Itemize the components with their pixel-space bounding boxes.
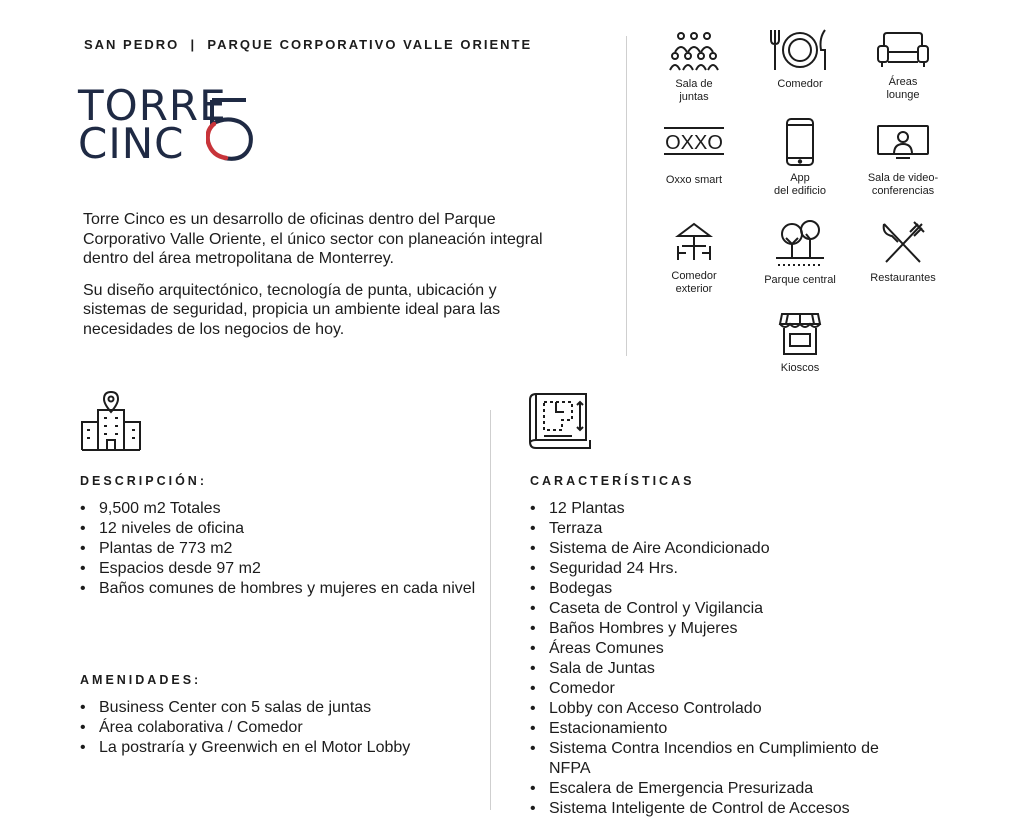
list-item: • Seguridad 24 Hrs. [530,559,910,579]
amenity-meeting-room [642,30,746,103]
logo-line-cinco [78,119,185,168]
list-item: • Terraza [530,519,910,539]
amenity-label: Parque central [764,274,836,286]
blueprint-icon [528,390,592,455]
intro-paragraph-1: Torre Cinco es un desarrollo de oficinas dentro del Parque Corporativo Valle Oriente, el único sector con planeación integral dentro del área metropolitana de Monterrey. [83,211,543,267]
amenity-label: Comedor [777,78,823,90]
list-item: • Caseta de Control y Vigilancia [530,599,910,619]
meeting-room-icon [669,30,719,72]
list-item: • 12 niveles de oficina [80,519,490,539]
restaurant-icon [880,220,926,266]
amenity-label: App del edificio [774,172,826,197]
list-item: • Sala de Juntas [530,659,910,679]
amenity-app [748,118,852,197]
sofa-icon [876,30,930,70]
list-item: • Plantas de 773 m2 [80,539,490,559]
list-item: • Bodegas [530,579,910,599]
caracteristicas-list [530,499,910,819]
oxxo-logo-text: OXXO [665,132,723,154]
intro-paragraph-2: Su diseño arquitectónico, tecnología de punta, ubicación y sistemas de seguridad, propicia un ambiente ideal para las necesidades de los negocios de hoy. [83,281,501,338]
caracteristicas-heading: CARACTERÍSTICAS [530,474,695,488]
divider-top [626,36,627,356]
list-item: • 12 Plantas [530,499,910,519]
kiosk-icon [778,310,822,356]
logo-cinc-visible: CINC [78,119,185,168]
amenity-label: Restaurantes [870,272,936,284]
list-item: • Espacios desde 97 m2 [80,559,490,579]
list-item: • Business Center con 5 salas de juntas [80,698,490,718]
descripcion-heading: DESCRIPCIÓN: [80,474,207,488]
outdoor-dining-icon [674,220,714,264]
intro-text [83,210,553,351]
amenity-dining [748,28,852,91]
oxxo-icon [662,124,726,160]
list-item: • Comedor [530,679,910,699]
park-icon [772,218,828,268]
amenity-outdoor-dining [642,220,746,295]
amenity-oxxo [642,124,746,187]
amenity-lounge [851,30,955,101]
amenidades-heading: AMENIDADES: [80,673,202,687]
torre-cinco-logo [78,81,278,168]
logo-line-torre: TORRE [78,81,227,130]
amenity-label: Sala de video- conferencias [867,172,939,197]
list-item: • Estacionamiento [530,719,910,739]
logo-five-mark [206,96,268,166]
list-item: • Escalera de Emergencia Presurizada [530,779,910,799]
amenity-label: Kioscos [780,362,820,374]
descripcion-list [80,499,490,599]
list-item: • Área colaborativa / Comedor [80,718,490,738]
amenity-videoconference [851,124,955,197]
list-item: • Sistema Inteligente de Control de Accesos [530,799,910,819]
amenity-kiosk [748,310,852,375]
amenity-label: Sala de juntas [675,78,713,103]
list-item: • Sistema de Aire Acondicionado [530,539,910,559]
dining-icon [769,28,831,72]
divider-middle [490,410,491,810]
videoconference-icon [876,124,930,160]
list-item: • Lobby con Acceso Controlado [530,699,910,719]
amenity-label: Comedor exterior [671,270,717,295]
smartphone-icon [785,118,815,166]
location-header: SAN PEDRO | PARQUE CORPORATIVO VALLE ORIENTE [84,37,533,52]
building-icon [80,390,142,457]
list-item: • La postraría y Greenwich en el Motor Lobby [80,738,490,758]
amenity-restaurants [851,220,955,285]
list-item: • Baños comunes de hombres y mujeres en cada nivel [80,579,490,599]
list-item: • Sistema Contra Incendios en Cumplimiento de NFPA [530,739,910,779]
amenity-park [748,218,852,287]
list-item: • Baños Hombres y Mujeres [530,619,910,639]
list-item: • Áreas Comunes [530,639,910,659]
amenity-label: Oxxo smart [665,174,723,186]
amenity-label: Áreas lounge [886,76,920,101]
amenidades-list [80,698,490,758]
list-item: • 9,500 m2 Totales [80,499,490,519]
